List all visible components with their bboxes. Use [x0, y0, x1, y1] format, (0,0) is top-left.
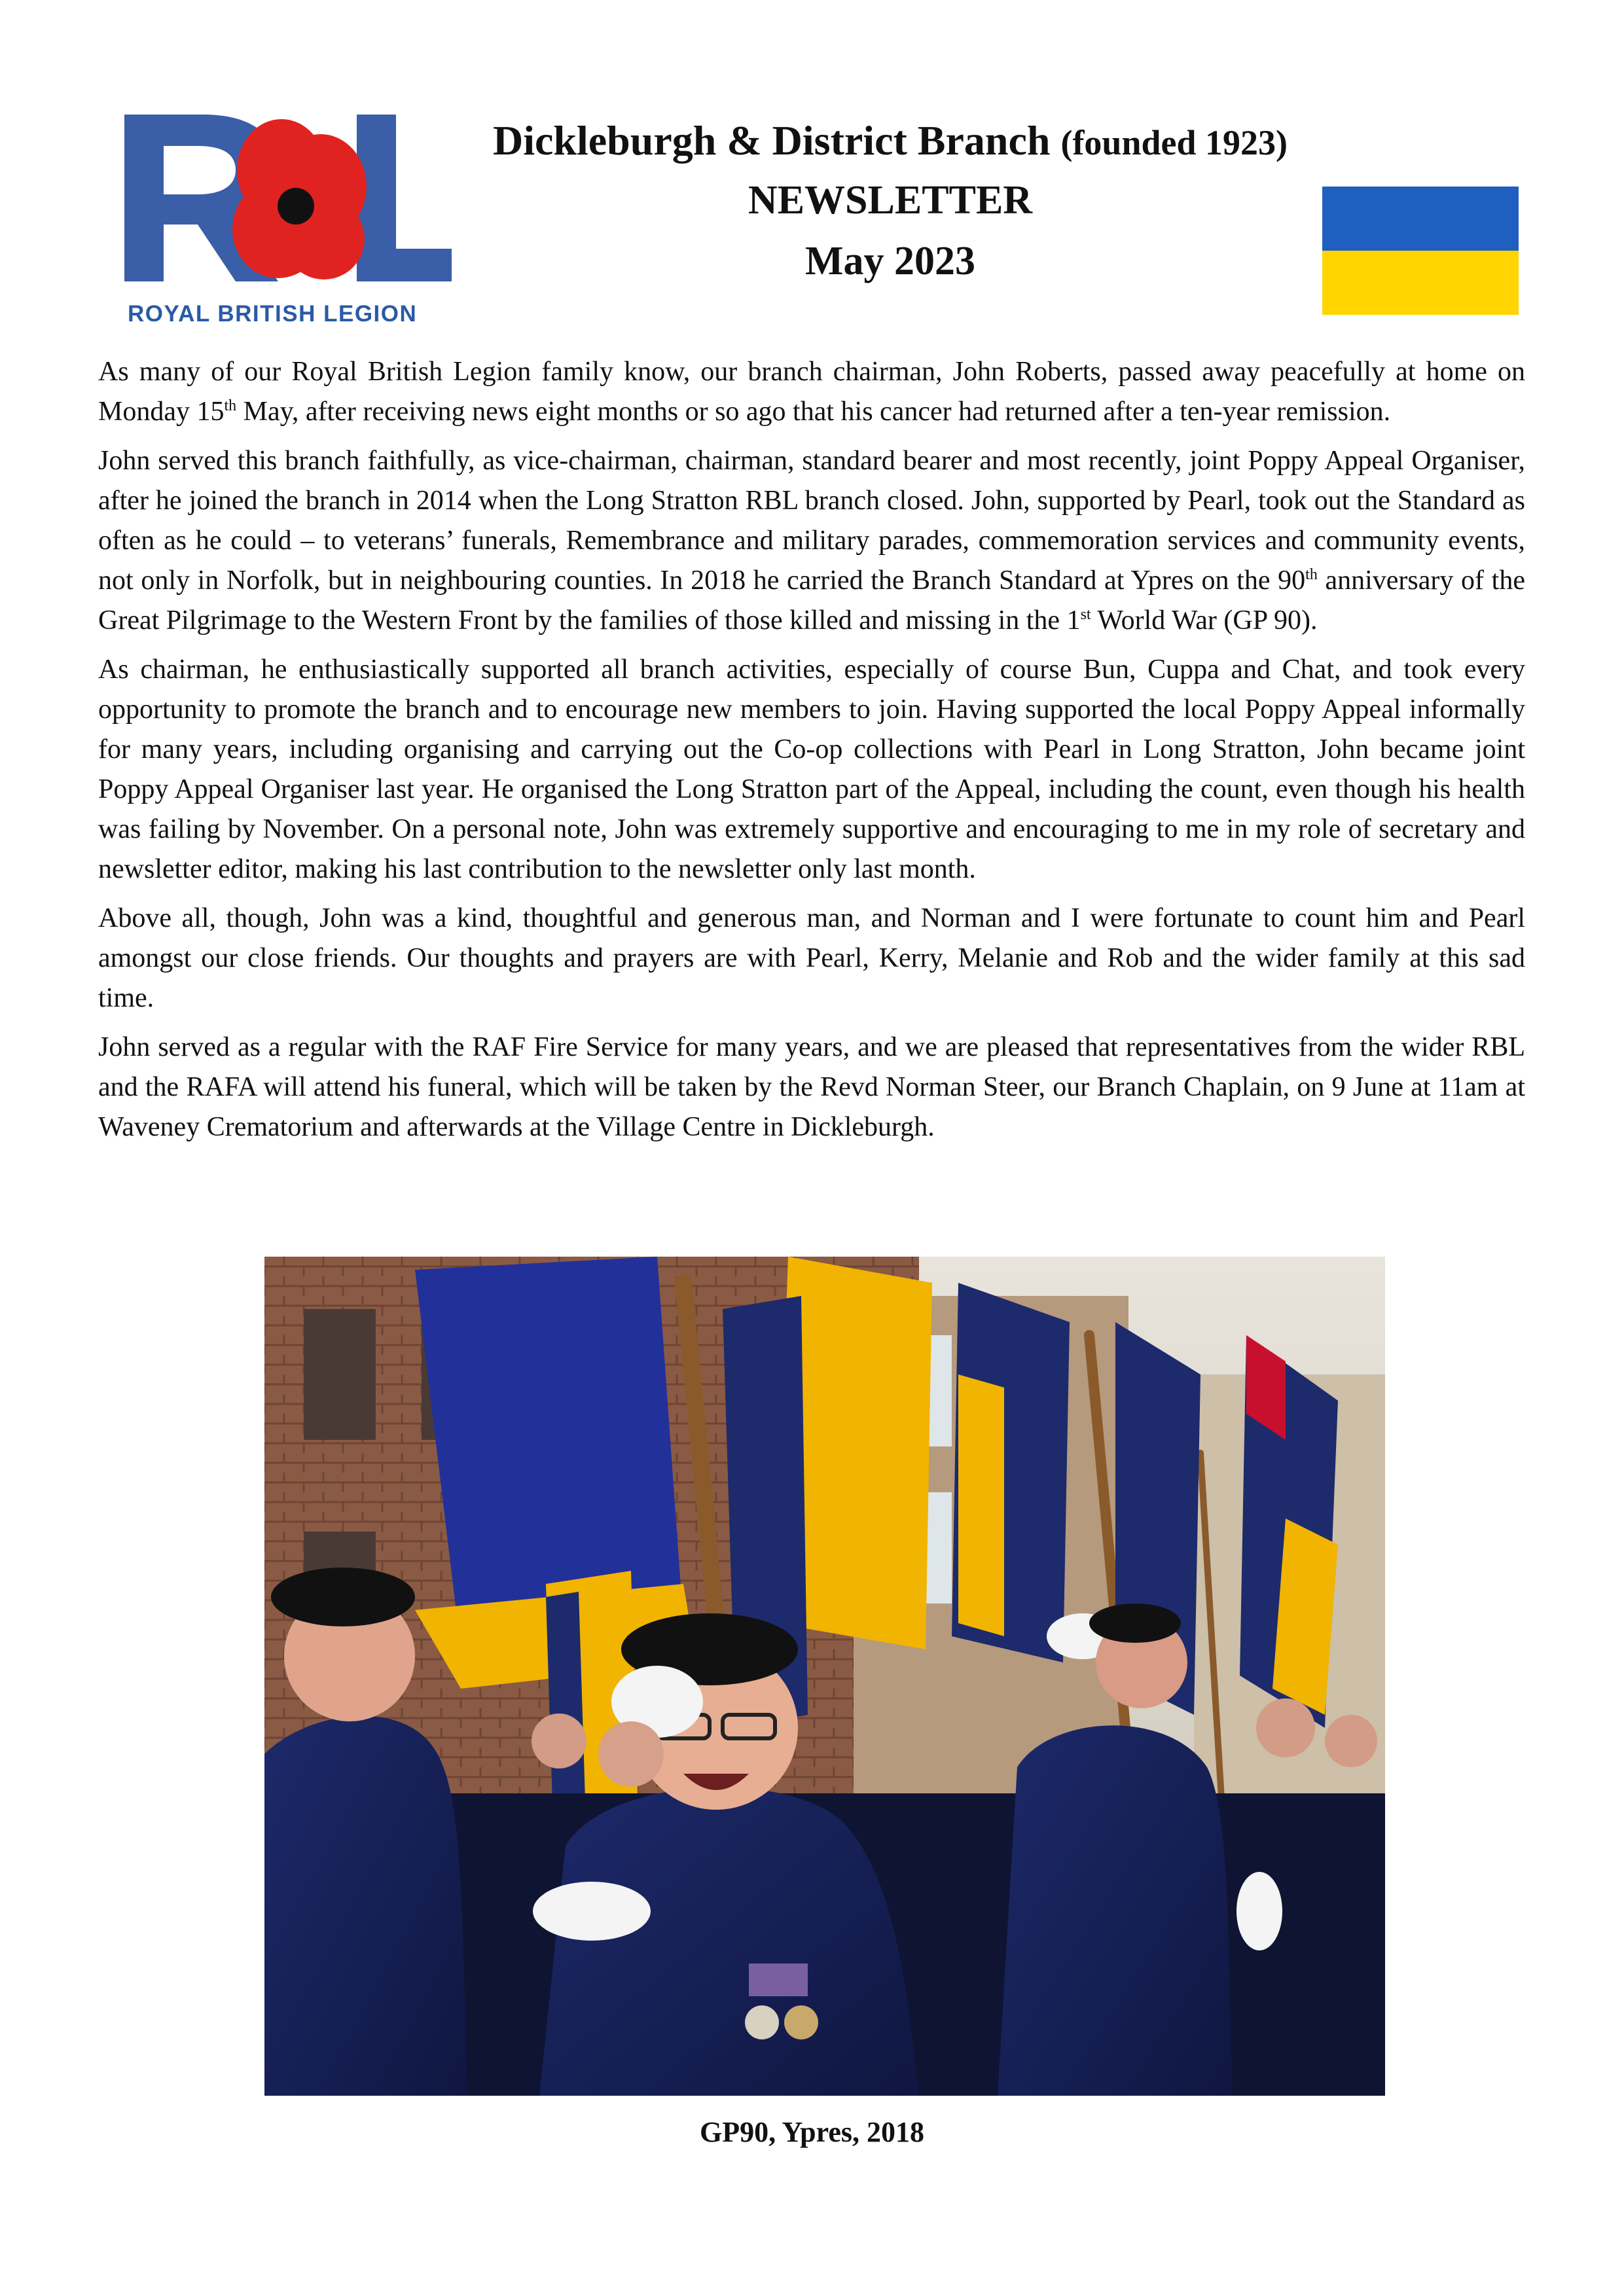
- logo-text: ROYAL BRITISH LEGION: [128, 301, 418, 327]
- flag-blue-band: [1322, 187, 1519, 251]
- paragraph-4: Above all, though, John was a kind, thoughtful and generous man, and Norman and I were fortunate to count him and Pearl amongst our close friends. Our thoughts and prayers are with Pearl, Kerry, Melanie and Rob and the wider family at this sad time.: [98, 903, 1525, 1013]
- issue-date: May 2023: [804, 239, 976, 283]
- flag-yellow-band: [1322, 251, 1519, 315]
- branch-name: [425, 113, 1355, 171]
- poppy-icon: [232, 119, 367, 279]
- p1-text-b: May, after receiving news eight months or so ago that his cancer had returned after a ten-year remission.: [236, 397, 1391, 427]
- newsletter-label: NEWSLETTER: [748, 178, 1033, 223]
- p1-sup: th: [224, 397, 237, 414]
- parade-photo: [264, 1257, 1385, 2096]
- p2-sup-1: th: [1305, 566, 1318, 583]
- p2-sup-2: st: [1080, 606, 1091, 623]
- p2-text-b: anniversary of the Great Pilgrimage to the Western Front by the families of those killed and missing in the 1: [98, 565, 1525, 636]
- newsletter-title: [425, 113, 1355, 293]
- ukraine-flag-icon: [1322, 187, 1519, 315]
- article-body: [98, 352, 1525, 1157]
- p1-text-a: As many of our Royal British Legion family know, our branch chairman, John Roberts, passed away peacefully at home on Monday 15: [98, 357, 1525, 427]
- paragraph-5: John served as a regular with the RAF Fire Service for many years, and we are pleased that representatives from the wider RBL and the RAFA will attend his funeral, which will be taken by the Revd Norman Steer, our Branch Chaplain, on 9 June at 11am at Waveney Crematorium and afterwards at the Village Centre in Dickleburgh.: [98, 1032, 1525, 1142]
- p2-text-a: John served this branch faithfully, as vice-chairman, chairman, standard bearer and most recently, joint Poppy Appeal Organiser, after he joined the branch in 2014 when the Long Stratton RBL branch closed. John, supported by Pearl, took out the Standard as often as he could – to veterans’ funerals, Remembrance and military parades, commemoration services and community events, not only in Norfolk, but in neighbouring counties. In 2018 he carried the Branch Standard at Ypres on the 90: [98, 446, 1525, 596]
- rbl-logo: [124, 115, 452, 331]
- paragraph-2: [98, 441, 1525, 641]
- photo-caption: GP90, Ypres, 2018: [699, 2116, 925, 2148]
- founded-note: (founded 1923): [1060, 123, 1288, 162]
- branch-title: Dickleburgh & District Branch: [492, 117, 1051, 164]
- paragraph-1: [98, 352, 1525, 432]
- p2-text-c: World War (GP 90).: [1091, 605, 1318, 636]
- parade-photo-illustration: [264, 1257, 1385, 2096]
- rbl-logo-mark: [124, 115, 452, 331]
- paragraph-3: As chairman, he enthusiastically supported all branch activities, especially of course Bun, Cuppa and Chat, and took every opportunity to promote the branch and to encourage new members to join. Having supported the local Poppy Appeal informally for many years, including organising and carrying out the Co-op collections with Pearl in Long Stratton, John became joint Poppy Appeal Organiser last year. He organised the Long Stratton part of the Appeal, including the count, even though his health was failing by November. On a personal note, John was extremely supportive and encouraging to me in my role of secretary and newsletter editor, making his last contribution to the newsletter only last month.: [98, 655, 1525, 884]
